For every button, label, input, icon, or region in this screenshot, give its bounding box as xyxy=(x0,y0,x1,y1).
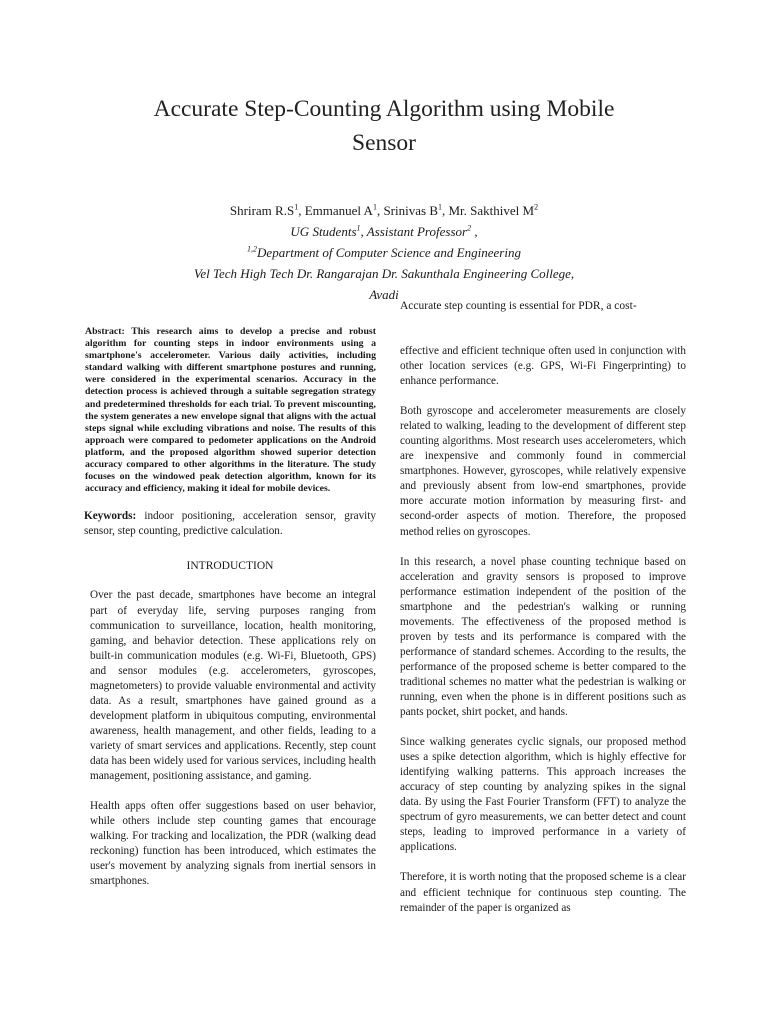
keywords xyxy=(84,509,376,539)
author-4-sup: 2 xyxy=(534,202,539,212)
author-2-sup: 1 xyxy=(372,202,377,212)
role-students-sup: 1 xyxy=(356,223,361,233)
right-paragraph-2: Both gyroscope and accelerometer measurements are closely related to walking, leading to the development of different step counting algorithms. Most research uses accelerometers, which are inexpensive and commonly found in commercial smartphones. However, gyroscopes, while relatively expensive and previously absent from low-end smartphones, provide more accurate motion information by measuring first- and second-order aspects of motion. Therefore, the proposed method relies on gyroscopes. xyxy=(400,405,686,538)
college: Vel Tech High Tech Dr. Rangarajan Dr. Sakunthala Engineering College, xyxy=(193,266,575,281)
role-professor-sup: 2 xyxy=(467,223,472,233)
right-paragraph-1: effective and efficient technique often used in conjunction with other location services (e.g. GPS, Wi-Fi Fingerprinting) to enhance performance. xyxy=(400,345,686,388)
right-paragraph-4: Since walking generates cyclic signals, our proposed method uses a spike detection algorithm, which is highly effective for identifying walking patterns. This approach increases the accuracy of step counting by analyzing spikes in the signal data. By using the Fast Fourier Transform (FFT) to analyze the spectrum of gyro measurements, we can better detect and count steps, leading to improved performance in a variety of applications. xyxy=(400,736,686,854)
department-sup: 1,2 xyxy=(247,244,258,254)
keywords-label: Keywords: xyxy=(84,510,137,523)
introduction-heading: INTRODUCTION xyxy=(186,560,274,573)
left-paragraph-1: Over the past decade, smartphones have become an integral part of everyday life, serving purposes ranging from communication to surveillance, location, health monitoring, gaming, and behavior detection. These applications rely on built-in communication modules (e.g. Wi-Fi, Bluetooth, GPS) and sensor modules (e.g. accelerometers, gyroscopes, magnetometers) to provide valuable environmental and activity data. As a result, smartphones have gained ground as a development platform in ubiquitous computing, environmental awareness, health management, and other fields, leading to a variety of smart services and applications. Recently, step count data has been widely used for various services, including health management, positioning assistance, and gaming. xyxy=(90,589,376,783)
department xyxy=(80,242,688,263)
author-4: , Mr. Sakthivel M xyxy=(442,203,535,218)
author-block xyxy=(80,200,688,305)
abstract: Abstract: This research aims to develop a precise and robust algorithm for counting steps in indoor environments using a smartphone's accelerometer. Various daily activities, including standard walking with different smartphone postures and running, were considered in the experimental scenarios. Accuracy in the detection process is achieved through a suitable segregation strategy and predetermined thresholds for each trial. To prevent miscounting, the system generates a new envelope signal that aligns with the actual steps signal while excluding vibrations and noise. The results of this approach were compared to pedometer applications on the Android platform, and the proposed algorithm showed superior detection accuracy compared to other algorithms in the literature. The study focuses on the windowed peak detection algorithm, known for its accuracy and efficiency, making it ideal for mobile devices. xyxy=(85,326,376,495)
role-professor: , Assistant Professor xyxy=(360,224,468,239)
right-column-first-line: Accurate step counting is essential for PDR, a cost- xyxy=(400,300,637,312)
right-paragraph-5: Therefore, it is worth noting that the proposed scheme is a clear and efficient technique for continuous step counting. The remainder of the paper is organized as xyxy=(400,871,686,914)
department-name: Department of Computer Science and Engineering xyxy=(257,245,521,260)
left-column xyxy=(84,326,376,904)
title-line-1: Accurate Step-Counting Algorithm using Mobile xyxy=(153,96,615,122)
author-roles xyxy=(80,221,688,242)
keywords-text: indoor positioning, acceleration sensor, gravity sensor, step counting, predictive calculation. xyxy=(84,510,376,538)
author-3: , Srinivas B xyxy=(376,203,438,218)
author-1: Shriram R.S xyxy=(229,203,295,218)
author-1-sup: 1 xyxy=(294,202,299,212)
author-2: , Emmanuel A xyxy=(298,203,373,218)
paper-title xyxy=(80,92,688,160)
right-column xyxy=(400,344,686,931)
role-trailing: , xyxy=(471,224,478,239)
author-names xyxy=(80,200,688,221)
title-line-2: Sensor xyxy=(352,130,416,156)
right-paragraph-3: In this research, a novel phase counting technique based on acceleration and gravity sensors is proposed to improve performance estimation independent of the position of the smartphone and the pedestrian's walking or running movements. The effectiveness of the proposed method is proven by tests and its performance is compared with the performance of standard schemes. According to the results, the performance of the proposed scheme is better compared to the traditional schemes no matter what the pedestrian is walking or running, even when the phone is in different positions such as pants pocket, shirt pocket, and hands. xyxy=(400,555,686,719)
author-3-sup: 1 xyxy=(438,202,442,212)
city: Avadi xyxy=(369,287,399,302)
left-paragraph-2: Health apps often offer suggestions based on user behavior, while others include step counting games that encourage walking. For tracking and localization, the PDR (walking dead reckoning) function has been introduced, which estimates the user's movement by analyzing signals from inertial sensors in smartphones. xyxy=(90,800,376,888)
role-students: UG Students xyxy=(290,224,357,239)
